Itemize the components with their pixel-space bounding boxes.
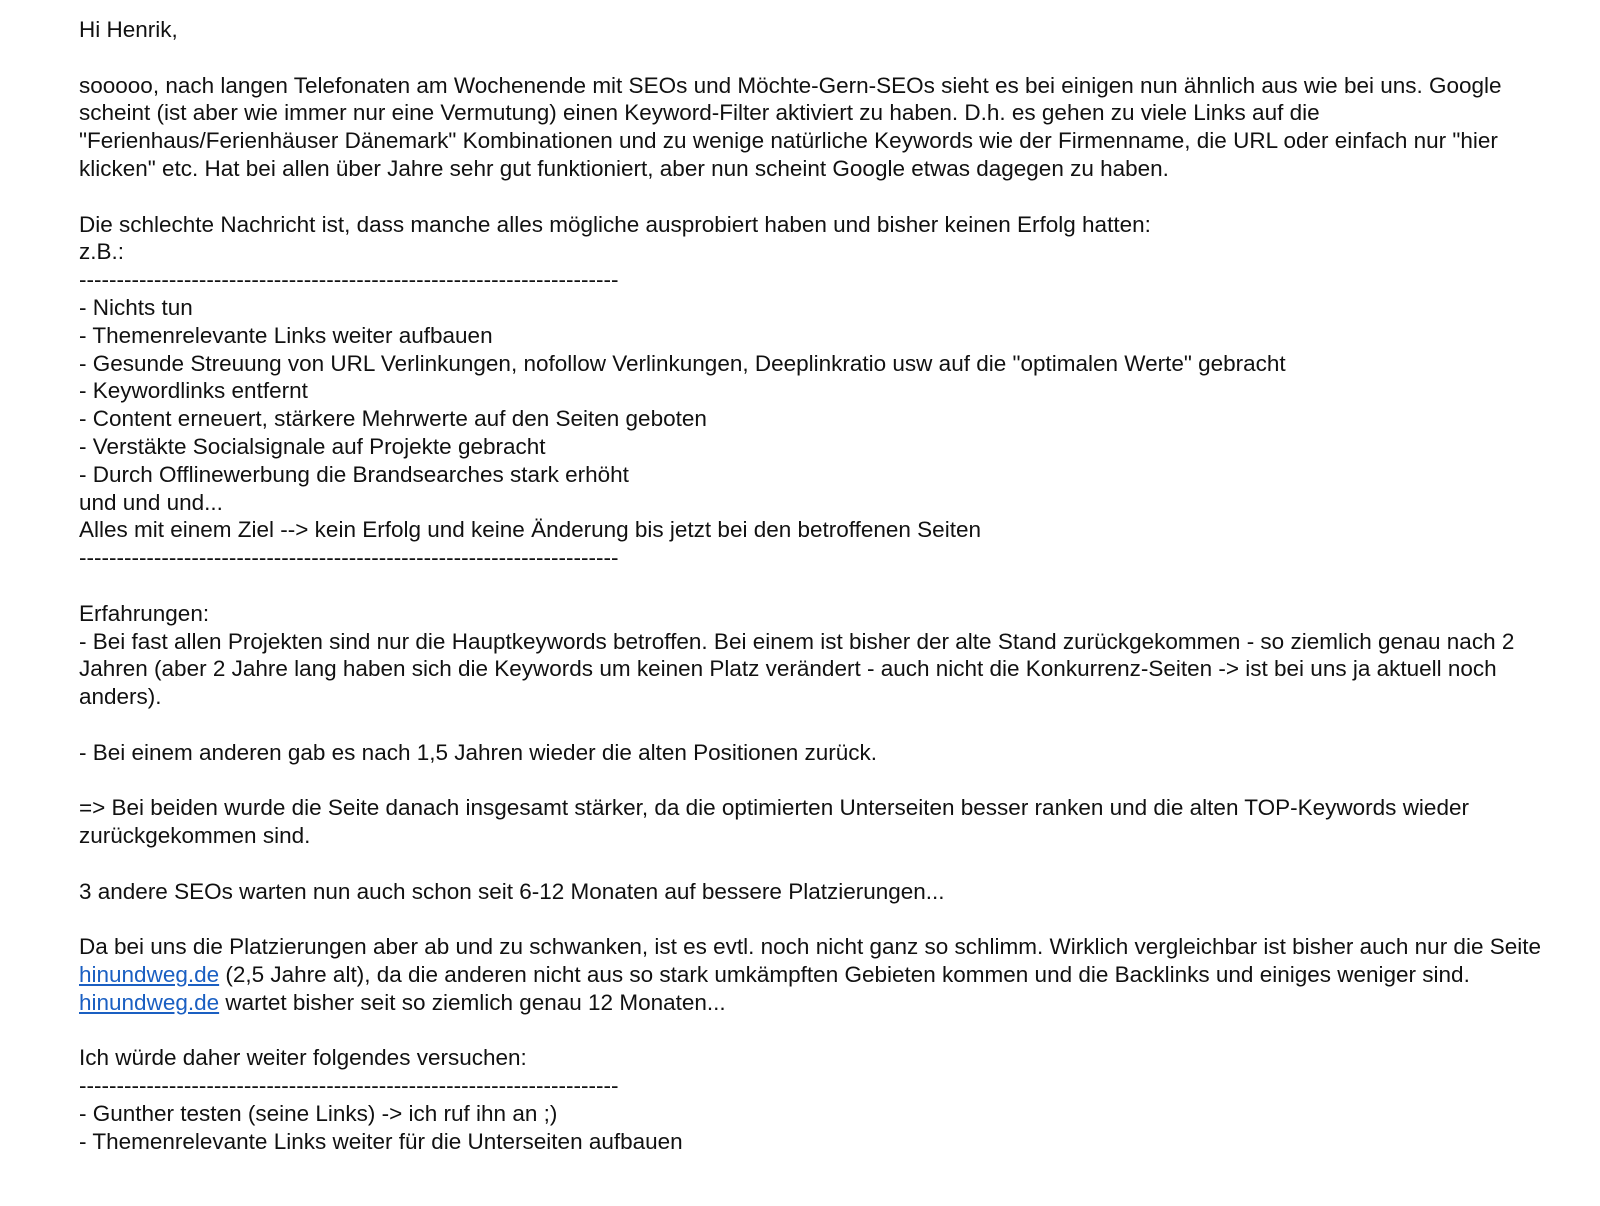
eg-line: z.B.: <box>79 239 125 265</box>
divider: ------------------------------------------------------------------------ <box>79 267 619 293</box>
greeting: Hi Henrik, <box>79 17 178 42</box>
comparison-text: Da bei uns die Platzierungen aber ab und zu schwanken, ist es evtl. noch nicht ganz so schlimm. Wirklich vergleichbar ist bisher auch nur die Seite <box>79 934 1541 960</box>
tried-item: - Durch Offlinewerbung die Brandsearches stark erhöht <box>79 461 629 487</box>
blank-line <box>79 1017 1549 1045</box>
tried-item: - Nichts tun <box>79 294 193 320</box>
divider: ------------------------------------------------------------------------ <box>79 545 619 571</box>
blank-line <box>79 44 1549 72</box>
blank-line <box>79 711 1549 739</box>
blank-line <box>79 572 1549 600</box>
and-more-line: und und und... <box>79 489 223 515</box>
paragraph-intro: sooooo, nach langen Telefonaten am Wochenende mit SEOs und Möchte-Gern-SEOs sieht es bei einigen nun ähnlich aus wie bei uns. Google scheint (ist aber wie immer nur eine Vermutung) einen Keyword-Filter aktiviert zu haben. D.h. es gehen zu viele Links auf die "Ferienhaus/Ferienhäuser Dänemark" Kombinationen und zu wenige natürliche Keywords wie der Firmenname, die URL oder einfach nur "hier klicken" etc. Hat bei allen über Jahre sehr gut funktioniert, aber nun scheint Google etwas dagegen zu haben. <box>79 72 1502 181</box>
comparison-text: (2,5 Jahre alt), da die anderen nicht aus so stark umkämpften Gebieten kommen und die Backlinks und einiges weniger sind. <box>219 962 1470 988</box>
bad-news-line: Die schlechte Nachricht ist, dass manche alles mögliche ausprobiert haben und bisher keinen Erfolg hatten: <box>79 211 1151 237</box>
all-goal-line: Alles mit einem Ziel --> kein Erfolg und keine Änderung bis jetzt bei den betroffenen Seiten <box>79 517 981 543</box>
tried-item: - Gesunde Streuung von URL Verlinkungen, nofollow Verlinkungen, Deeplinkratio usw auf die "optimalen Werte" gebracht <box>79 350 1286 376</box>
tried-item: - Content erneuert, stärkere Mehrwerte auf den Seiten geboten <box>79 406 707 432</box>
blank-line <box>79 767 1549 795</box>
divider: ------------------------------------------------------------------------ <box>79 1073 619 1099</box>
comparison-text: wartet bisher seit so ziemlich genau 12 Monaten... <box>219 989 726 1015</box>
next-steps-heading: Ich würde daher weiter folgendes versuchen: <box>79 1045 527 1071</box>
next-step-item: - Themenrelevante Links weiter für die Unterseiten aufbauen <box>79 1128 683 1154</box>
blank-line <box>79 906 1549 934</box>
blank-line <box>79 850 1549 878</box>
blank-line <box>79 183 1549 211</box>
hinundweg-link[interactable]: hinundweg.de <box>79 962 220 988</box>
hinundweg-link[interactable]: hinundweg.de <box>79 989 220 1015</box>
experience-item: 3 andere SEOs warten nun auch schon seit 6-12 Monaten auf bessere Platzierungen... <box>79 878 945 904</box>
tried-item: - Keywordlinks entfernt <box>79 378 308 404</box>
experience-item: - Bei einem anderen gab es nach 1,5 Jahren wieder die alten Positionen zurück. <box>79 739 877 765</box>
next-step-item: - Gunther testen (seine Links) -> ich ruf ihn an ;) <box>79 1101 558 1127</box>
tried-item: - Verstäkte Socialsignale auf Projekte gebracht <box>79 433 546 459</box>
email-body <box>79 16 1549 1156</box>
experiences-heading: Erfahrungen: <box>79 600 210 626</box>
tried-item: - Themenrelevante Links weiter aufbauen <box>79 322 493 348</box>
experience-item: - Bei fast allen Projekten sind nur die Hauptkeywords betroffen. Bei einem ist bisher der alte Stand zurückgekommen - so ziemlich genau nach 2 Jahren (aber 2 Jahre lang haben sich die Keywords um keinen Platz verändert - auch nicht die Konkurrenz-Seiten -> ist bei uns ja aktuell noch anders). <box>79 628 1515 710</box>
experience-item: => Bei beiden wurde die Seite danach insgesamt stärker, da die optimierten Unterseiten besser ranken und die alten TOP-Keywords wieder zurückgekommen sind. <box>79 795 1469 849</box>
paragraph-comparison <box>79 933 1549 1016</box>
